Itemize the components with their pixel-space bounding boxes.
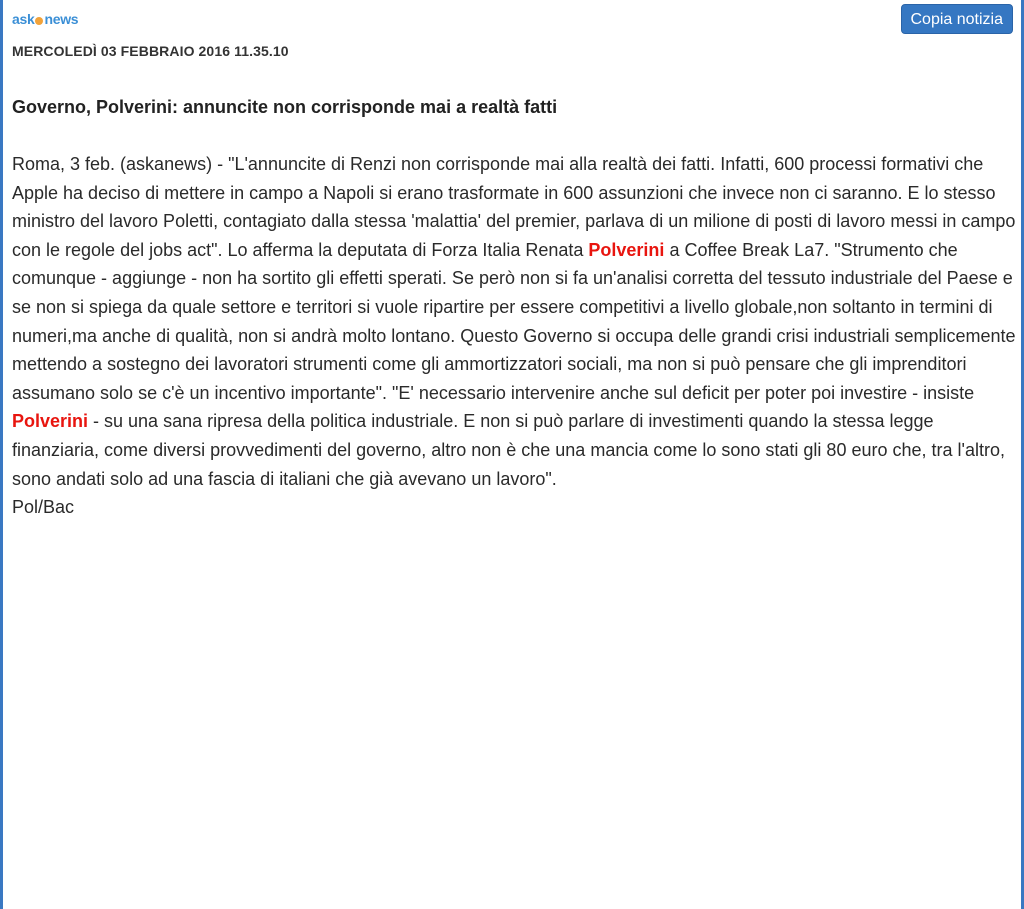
article-text-part: Roma, 3 feb. (askanews) - "L'annuncite di Renzi non corrisponde mai alla realtà dei fatti. Infatti, 600 processi formativi che Apple ha deciso di mettere in campo a Napoli si erano trasformate in 600 assunzioni che invece non ci saranno. E lo stesso ministro del lavoro Poletti, contagiato dalla stessa 'malattia' del premier, parlava di un milione di posti di lavoro messi in campo con le regole del jobs act". Lo afferma la deputata di Forza Italia Renata — [12, 154, 1016, 260]
highlighted-term: Polverini — [588, 239, 665, 260]
article-dateline: MERCOLEDÌ 03 FEBBRAIO 2016 11.35.10 — [12, 43, 289, 59]
article-text-part: - su una sana ripresa della politica industriale. E non si può parlare di investimenti quando la stessa legge finanziaria, come diversi provvedimenti del governo, altro non è che una mancia come lo sono stati gli 80 euro che, tra l'altro, sono andati solo ad una fascia di italiani che già avevano un lavoro". — [12, 411, 1005, 489]
logo-text-right: news — [44, 11, 79, 27]
logo-text-left: ask — [12, 11, 35, 27]
copy-news-button[interactable]: Copia notizia — [901, 4, 1014, 34]
article-headline: Governo, Polverini: annuncite non corrisponde mai a realtà fatti — [12, 97, 558, 117]
article-signature: Pol/Bac — [12, 497, 75, 518]
askanews-logo[interactable] — [12, 11, 78, 27]
article-text-part: a Coffee Break La7. "Strumento che comunque - aggiunge - non ha sortito gli effetti sperati. Se però non si fa un'analisi corretta del tessuto industriale del Paese e se non si spiega da quale settore e territori si vuole ripartire per essere competitivi a livello globale,non soltanto in termini di numeri,ma anche di qualità, non si andrà molto lontano. Questo Governo si occupa delle grandi crisi industriali semplicemente mettendo a sostegno dei lavoratori strumenti come gli ammortizzatori sociali, ma non si può pensare che gli imprenditori assumano solo se c'è un incentivo importante". "E' necessario intervenire anche sul deficit per poter poi investire - insiste — [12, 239, 1016, 403]
highlighted-term: Polverini — [12, 411, 89, 432]
article-body — [12, 150, 1022, 522]
logo-dot-icon — [35, 17, 43, 25]
